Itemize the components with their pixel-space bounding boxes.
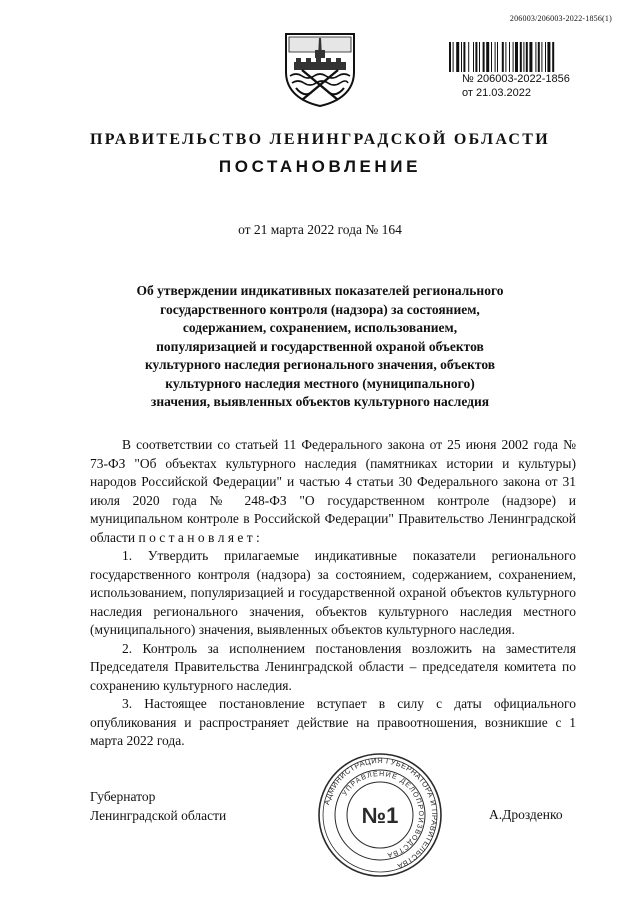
title-line: культурного наследия регионального значения, объектов	[144, 357, 496, 372]
document-type-heading: ПОСТАНОВЛЕНИЕ	[218, 157, 422, 176]
barcode-bar	[545, 42, 546, 72]
seal-outer-text: АДМИНИСТРАЦИЯ ГУБЕРНАТОРА И ПРАВИТЕЛЬСТВА	[322, 755, 440, 871]
barcode-bar	[523, 42, 524, 72]
official-seal-icon	[316, 751, 444, 879]
position-line: Ленинградской области	[90, 807, 227, 823]
document-code: 206003/206003-2022-1856(1)	[509, 14, 612, 23]
barcode-bar	[497, 42, 498, 72]
barcode-icon	[449, 42, 589, 72]
title-line: государственного контроля (надзора) за состоянием,	[160, 301, 480, 317]
title-line: культурного наследия местного (муниципального)	[165, 375, 475, 391]
title-line: содержанием, сохранением, использованием,	[182, 320, 458, 335]
barcode-bar	[529, 42, 532, 72]
barcode-bar	[483, 42, 485, 72]
title-line: значения, выявленных объектов культурного наследия	[150, 394, 490, 409]
barcode-bar	[463, 42, 465, 72]
clause-paragraph-3: 3. Настоящее постановление вступает в силу с даты официального опубликования и распространяет действие на правоотношения, возникшие с 1 марта 2022 года.	[90, 696, 576, 748]
barcode-bar	[513, 42, 514, 72]
decree-body	[90, 436, 576, 751]
authority-heading: ПРАВИТЕЛЬСТВО ЛЕНИНГРАДСКОЙ ОБЛАСТИ	[90, 131, 550, 148]
registration-date: от 21.03.2022	[462, 87, 532, 99]
title-line: популяризацией и государственной охраной объектов	[156, 338, 484, 354]
barcode-bar	[547, 42, 550, 72]
preamble-paragraph: В соответствии со статьей 11 Федерального закона от 25 июня 2002 года № 73-ФЗ "Об объектах культурного наследия (памятниках истории и культуры) народов Российской Федерации" и частью 4 статьи 30 Федерального закона от 31 июля 2020 года № 248-ФЗ "О государственном контроле (надзоре) и муниципальном контроле в Российской Федерации" Правительство Ленинградской области п о с т а н о в л я е т :	[90, 437, 576, 545]
signatory-position	[90, 788, 226, 825]
registration-number: № 206003-2022-1856	[462, 73, 570, 85]
position-line: Губернатор	[90, 789, 156, 804]
barcode-bar	[520, 42, 522, 72]
barcode-bar	[538, 42, 540, 72]
barcode-bar	[552, 42, 554, 72]
barcode-bar	[491, 42, 492, 72]
barcode-bar	[486, 42, 489, 72]
barcode-bar	[495, 42, 496, 72]
barcode-bar	[475, 42, 477, 72]
barcode-bar	[526, 42, 528, 72]
leningrad-oblast-crest-icon	[282, 30, 358, 108]
barcode-bar	[468, 42, 469, 72]
barcode-bar	[541, 42, 542, 72]
decree-date-number: от 21 марта 2022 года № 164	[238, 222, 402, 237]
barcode-bar	[502, 42, 504, 72]
decree-title	[100, 282, 540, 412]
barcode-bar	[515, 42, 518, 72]
signatory-name: А.Дрозденко	[489, 807, 563, 822]
barcode-bar	[453, 42, 454, 72]
barcode-bar	[479, 42, 480, 72]
barcode-bar	[473, 42, 474, 72]
title-line: Об утверждении индикативных показателей регионального	[136, 283, 504, 298]
seal-number: №1	[361, 803, 399, 828]
barcode-bar	[509, 42, 510, 72]
barcode-bar	[505, 42, 506, 72]
barcode-bar	[456, 42, 459, 72]
clause-paragraph-2: 2. Контроль за исполнением постановления возложить на заместителя Председателя Правительства Ленинградской области – председателя комитета по сохранению культурного наследия.	[90, 640, 576, 693]
barcode-bar	[535, 42, 536, 72]
seal-inner-text: УПРАВЛЕНИЕ ДЕЛОПРОИЗВОДСТВА	[341, 770, 425, 859]
barcode-bar	[461, 42, 462, 72]
registration-info	[462, 72, 570, 100]
barcode-bar	[449, 42, 451, 72]
clause-paragraph-1: 1. Утвердить прилагаемые индикативные показатели регионального государственного контроля (надзора) за состоянием, содержанием, сохранением, использованием, популяризацией и государственной охраной объектов культурного наследия регионального значения, объектов культурного наследия местного (муниципального) значения, выявленных объектов культурного наследия.	[90, 548, 576, 637]
